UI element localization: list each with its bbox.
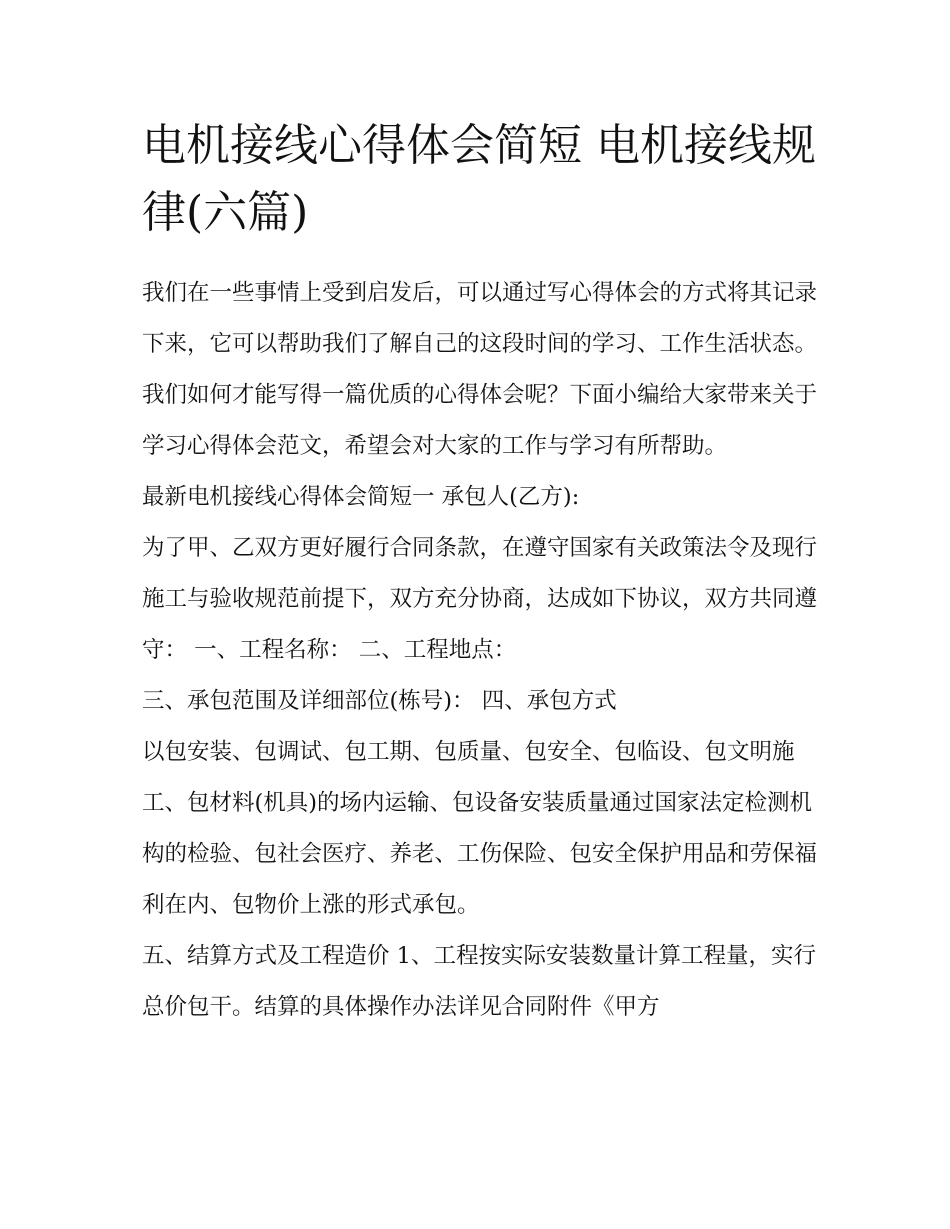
document-body xyxy=(142,112,818,1033)
intro-paragraph: 我们在一些事情上受到启发后，可以通过写心得体会的方式将其记录下来，它可以帮助我们了解自己的这段时间的学习、工作生活状态。我们如何才能写得一篇优质的心得体会呢？下面小编给大家带来关于学习心得体会范文，希望会对大家的工作与学习有所帮助。 xyxy=(142,280,818,459)
document-title: 电机接线心得体会简短 电机接线规律(六篇) xyxy=(142,120,816,238)
agreement-paragraph: 为了甲、乙双方更好履行合同条款，在遵守国家有关政策法令及现行施工与验收规范前提下，双方充分协商，达成如下协议，双方共同遵守： 一、工程名称： 二、工程地点： xyxy=(142,535,818,663)
settlement-paragraph: 五、结算方式及工程造价 1、工程按实际安装数量计算工程量，实行总价包干。结算的具体操作办法详见合同附件《甲方 xyxy=(142,943,816,1020)
section-heading-paragraph: 最新电机接线心得体会简短一 承包人(乙方): xyxy=(142,484,580,510)
contract-mode-paragraph: 以包安装、包调试、包工期、包质量、包安全、包临设、包文明施工、包材料(机具)的场内运输、包设备安装质量通过国家法定检测机构的检验、包社会医疗、养老、工伤保险、包安全保护用品和劳保福利在内、包物价上涨的形式承包。 xyxy=(142,739,818,918)
scope-paragraph: 三、承包范围及详细部位(栋号)： 四、承包方式 xyxy=(142,688,617,714)
